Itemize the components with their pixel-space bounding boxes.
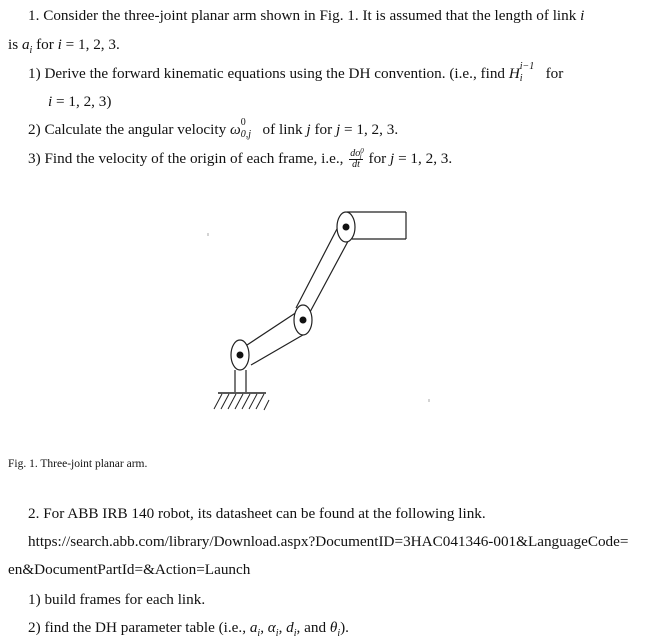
q1-item3: 3) Find the velocity of the origin of each frame, i.e., $\frac{do^0_j}{dt}$ for j = 1, 2, 3.	[28, 147, 453, 170]
q2-item2: 2) find the DH parameter table (i.e., $a_i$, $\alpha_i$, $d_i$, and $\theta_i$).	[28, 619, 349, 639]
velocity-fraction: $\frac{do^0_j}{dt}$	[350, 147, 364, 170]
q2-item1: 1) build frames for each link.	[28, 591, 206, 608]
q1-item1: 1) Derive the forward kinematic equations using the DH convention. (i.e., find H i−1 i for	[28, 61, 564, 84]
joint-3-pin	[343, 224, 350, 231]
q2-link-line2: en&DocumentPartId=&Action=Launch	[8, 561, 251, 578]
ground-hatch	[214, 394, 269, 410]
joint-1-pin	[237, 352, 244, 359]
link-2-edge-a	[296, 225, 339, 308]
q1-item1-cont: i = 1, 2, 3)	[48, 93, 112, 110]
q1-item2: 2) Calculate the angular velocity ω 0 0,j of link j for j = 1, 2, 3.	[28, 117, 399, 140]
q1-line1: 1. Consider the three-joint planar arm shown in Fig. 1. It is assumed that the length of link i	[28, 7, 585, 24]
figure-caption: Fig. 1. Three-joint planar arm.	[8, 458, 148, 470]
q2-line1: 2. For ABB IRB 140 robot, its datasheet can be found at the following link.	[28, 505, 486, 522]
q2-link-line1: https://search.abb.com/library/Download.aspx?DocumentID=3HAC041346-001&LanguageCode=	[28, 533, 629, 550]
link-2-edge-b	[310, 232, 353, 312]
q1-line2: is $a_i$ for i = 1, 2, 3.	[8, 36, 120, 56]
joint-2-pin	[300, 317, 307, 324]
